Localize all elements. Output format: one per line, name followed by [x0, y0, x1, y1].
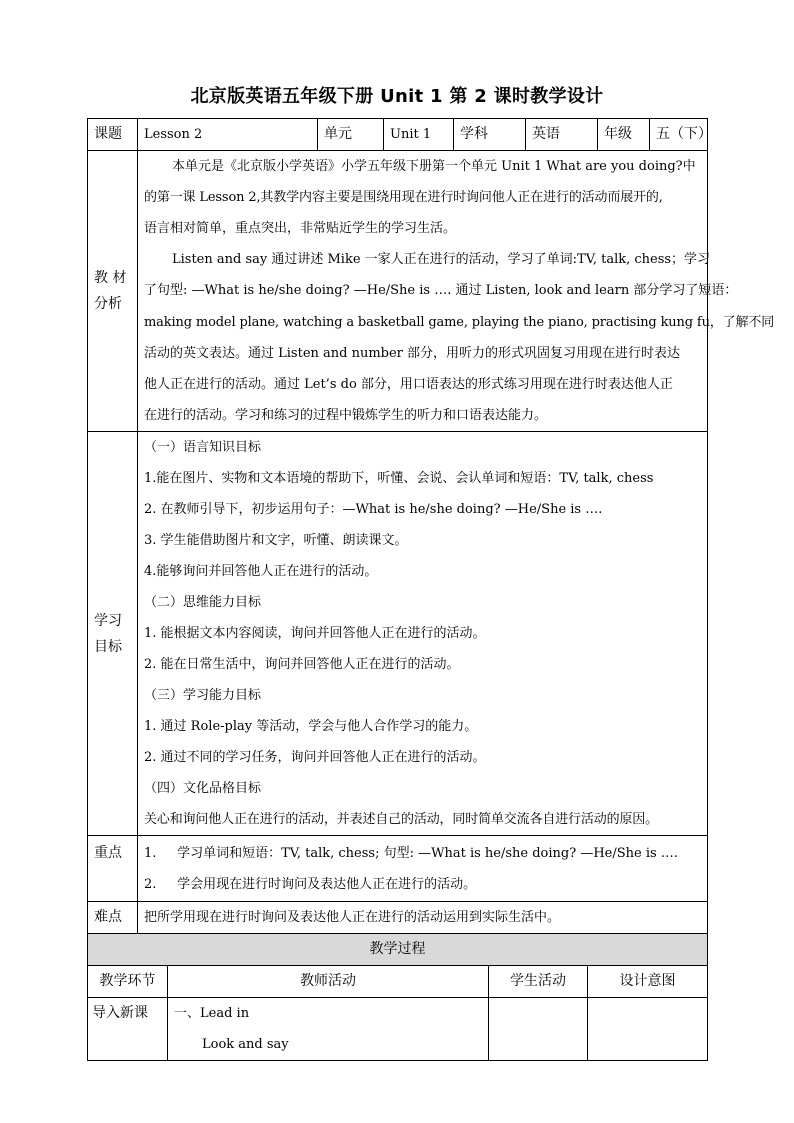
- column-student: 学生活动: [489, 966, 588, 998]
- analysis-label-line-1: 教 材: [94, 270, 127, 286]
- objectives-label-line-2: 目标: [94, 638, 122, 655]
- topic-value: Lesson 2: [138, 119, 318, 151]
- objective-line-7: 1. 能根据文本内容阅读，询问并回答他人正在进行的活动。: [144, 626, 486, 641]
- objectives-label-line-1: 学习: [94, 612, 122, 629]
- header-row: [88, 119, 708, 151]
- column-intent: 设计意图: [588, 966, 708, 998]
- objectives-row: [88, 432, 708, 836]
- process-heading: 教学过程: [88, 934, 708, 966]
- topic-label: 课题: [88, 119, 138, 151]
- objectives-content: [138, 432, 708, 836]
- objective-line-5: 4.能够询问并回答他人正在进行的活动。: [144, 564, 378, 579]
- analysis-line-9: 在进行的活动。学习和练习的过程中锻炼学生的听力和口语表达能力。: [144, 407, 548, 423]
- subject-value: 英语: [526, 119, 598, 151]
- analysis-content: [138, 151, 775, 432]
- teacher-activity-line-2: Look and say: [202, 1037, 289, 1052]
- grade-label: 年级: [598, 119, 650, 151]
- objective-line-1: （一）语言知识目标: [144, 440, 262, 455]
- grade-value: 五（下）: [650, 119, 708, 151]
- objective-line-12: （四）文化品格目标: [144, 781, 262, 796]
- analysis-line-1: 本单元是《北京版小学英语》小学五年级下册第一个单元 Unit 1 What are you doing?中: [172, 159, 696, 175]
- teacher-activity-cell: [168, 998, 489, 1061]
- objective-line-10: 1. 通过 Role-play 等活动，学会与他人合作学习的能力。: [144, 719, 478, 734]
- unit-label: 单元: [318, 119, 384, 151]
- objective-line-13: 关心和询问他人正在进行的活动，并表述自己的活动，同时简单交流各自进行活动的原因。: [144, 812, 659, 827]
- process-row: [88, 998, 708, 1061]
- subject-label: 学科: [454, 119, 526, 151]
- objective-line-3: 2. 在教师引导下，初步运用句子：—What is he/she doing? —He/She is ….: [144, 502, 603, 517]
- analysis-line-2: 的第一课 Lesson 2,其教学内容主要是围绕用现在进行时询问他人正在进行的活动而展开的,: [144, 190, 663, 206]
- key-points-label: 重点: [88, 836, 138, 902]
- key-point-line-2: 2. 学会用现在进行时询问及表达他人正在进行的活动。: [144, 876, 477, 892]
- process-columns-row: [88, 966, 708, 998]
- analysis-line-3: 语言相对简单，重点突出，非常贴近学生的学习生活。: [144, 221, 457, 237]
- analysis-line-6: making model plane, watching a basketball game, playing the piano, practising kung fu，了解不同: [144, 314, 775, 330]
- objective-line-8: 2. 能在日常生活中，询问并回答他人正在进行的活动。: [144, 657, 460, 672]
- process-heading-row: [88, 934, 708, 966]
- analysis-label: [88, 151, 138, 432]
- analysis-line-7: 活动的英文表达。通过 Listen and number 部分，用听力的形式巩固复习用现在进行时表达: [144, 345, 681, 361]
- objective-line-4: 3. 学生能借助图片和文字，听懂、朗读课文。: [144, 533, 408, 548]
- stage-cell: 导入新课: [88, 998, 168, 1061]
- objective-line-9: （三）学习能力目标: [144, 688, 262, 703]
- analysis-label-line-2: 分析: [94, 296, 122, 312]
- objective-line-2: 1.能在图片、实物和文本语境的帮助下，听懂、会说、会认单词和短语：TV, talk, chess: [144, 471, 654, 486]
- analysis-line-5: 了句型: —What is he/she doing? —He/She is …. 通过 Listen, look and learn 部分学习了短语：: [144, 283, 738, 299]
- document-title: 北京版英语五年级下册 Unit 1 第 2 课时教学设计: [190, 86, 604, 107]
- key-points-row: [88, 836, 708, 902]
- analysis-row: [88, 151, 708, 432]
- student-activity-cell: [489, 998, 588, 1061]
- analysis-line-8: 他人正在进行的活动。通过 Let’s do 部分，用口语表达的形式练习用现在进行时表达他人正: [144, 376, 673, 392]
- difficulty-text: 把所学用现在进行时询问及表达他人正在进行的活动运用到实际生活中。: [144, 910, 561, 925]
- column-stage: 教学环节: [88, 966, 168, 998]
- key-points-content: [138, 836, 708, 902]
- design-intent-cell: [588, 998, 708, 1061]
- objectives-label: [88, 432, 138, 836]
- difficulty-content: [138, 902, 708, 934]
- process-table: [87, 933, 708, 1061]
- difficulty-row: [88, 902, 708, 934]
- difficulty-label: 难点: [88, 902, 138, 934]
- analysis-line-4: Listen and say 通过讲述 Mike 一家人正在进行的活动，学习了单词:TV, talk, chess；学习: [172, 252, 711, 268]
- lesson-plan-table: [87, 118, 775, 934]
- column-teacher: 教师活动: [168, 966, 489, 998]
- objective-line-11: 2. 通过不同的学习任务，询问并回答他人正在进行的活动。: [144, 750, 486, 765]
- teacher-activity-line-1: 一、Lead in: [174, 1006, 250, 1021]
- objective-line-6: （二）思维能力目标: [144, 595, 262, 610]
- key-point-line-1: 1. 学习单词和短语：TV, talk, chess; 句型: —What is he/she doing? —He/She is ….: [144, 845, 678, 861]
- unit-value: Unit 1: [384, 119, 454, 151]
